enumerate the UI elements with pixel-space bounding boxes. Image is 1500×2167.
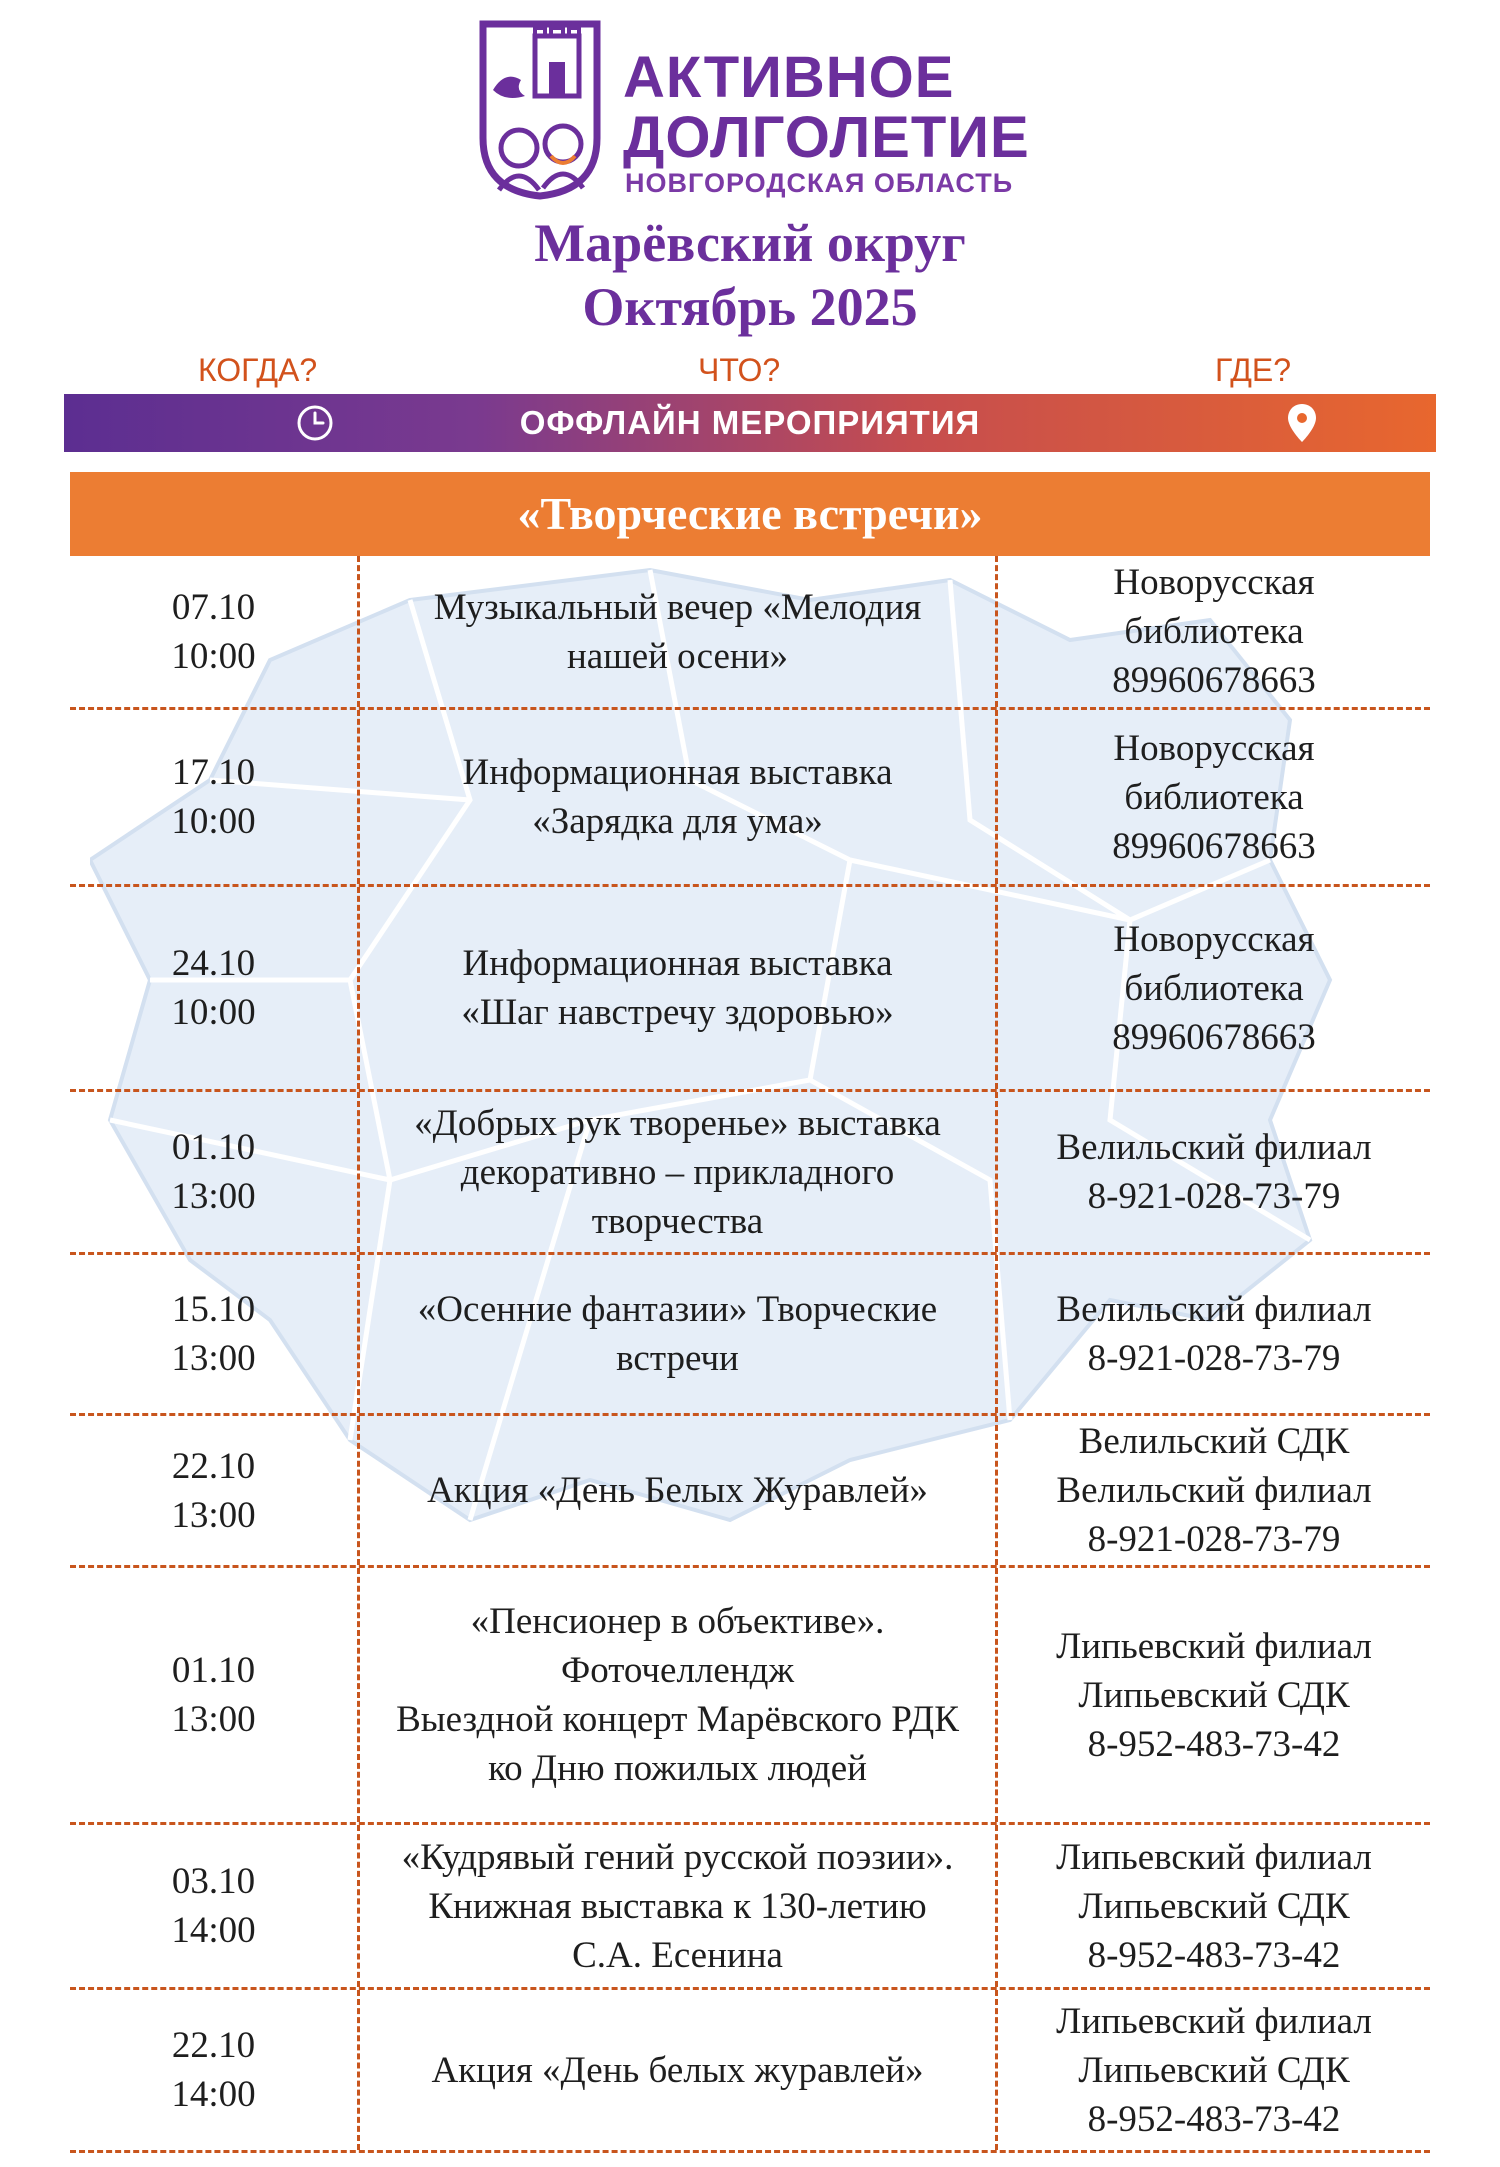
event-what-cell bbox=[360, 710, 998, 884]
event-date: 01.10 bbox=[171, 1650, 256, 1691]
event-time: 10:00 bbox=[171, 992, 256, 1033]
column-where-label: ГДЕ? bbox=[1215, 352, 1291, 388]
event-title-line: «Шаг навстречу здоровью» bbox=[461, 992, 894, 1033]
event-location-line: 8-952-483-73-42 bbox=[1087, 1723, 1341, 1765]
logo-text-region: НОВГОРОДСКАЯ ОБЛАСТЬ bbox=[625, 168, 1014, 198]
event-where-cell bbox=[998, 1825, 1430, 1987]
event-date: 07.10 bbox=[171, 586, 256, 628]
events-table bbox=[70, 556, 1430, 2153]
event-date: 17.10 bbox=[171, 752, 256, 793]
event-title-line: нашей осени» bbox=[566, 635, 788, 677]
event-title-line: Акция «День белых журавлей» bbox=[431, 2049, 924, 2091]
table-row bbox=[70, 1568, 1430, 1825]
event-date: 22.10 bbox=[171, 2025, 256, 2066]
event-what-cell bbox=[360, 1990, 998, 2150]
event-what-cell bbox=[360, 1092, 998, 1252]
event-when-cell bbox=[70, 1416, 360, 1565]
event-date: 03.10 bbox=[171, 1861, 256, 1902]
event-title-line: «Зарядка для ума» bbox=[532, 801, 823, 842]
event-where-cell bbox=[998, 1990, 1430, 2150]
event-title-line: декоративно – прикладного bbox=[460, 1151, 895, 1193]
event-date: 15.10 bbox=[171, 1289, 256, 1330]
event-title-line: «Осенние фантазии» Творческие bbox=[417, 1289, 938, 1330]
event-location-line: 8-952-483-73-42 bbox=[1087, 2098, 1341, 2140]
table-row bbox=[70, 556, 1430, 710]
event-time: 14:00 bbox=[171, 2074, 256, 2115]
event-title-line: творчества bbox=[591, 1200, 764, 1242]
event-location-line: 8-921-028-73-79 bbox=[1087, 1338, 1341, 1379]
event-title-line: встречи bbox=[616, 1338, 739, 1379]
event-location-line: Новорусская bbox=[1113, 562, 1315, 603]
event-when-cell bbox=[70, 1568, 360, 1822]
event-title-line: Акция «День Белых Журавлей» bbox=[427, 1470, 928, 1511]
event-where-cell bbox=[998, 1092, 1430, 1252]
event-location-line: Липьевский СДК bbox=[1078, 1885, 1350, 1927]
event-date: 22.10 bbox=[171, 1445, 256, 1487]
logo-emblem-icon bbox=[475, 20, 605, 200]
event-what-cell bbox=[360, 1568, 998, 1822]
event-title-line: С.А. Есенина bbox=[572, 1934, 783, 1976]
event-title-line: ко Дню пожилых людей bbox=[488, 1748, 867, 1789]
event-when-cell bbox=[70, 556, 360, 707]
event-time: 10:00 bbox=[171, 801, 256, 842]
event-location-line: Липьевский СДК bbox=[1078, 1674, 1350, 1716]
table-row bbox=[70, 1092, 1430, 1255]
event-when-cell bbox=[70, 710, 360, 884]
section-header: «Творческие встречи» bbox=[70, 472, 1430, 556]
event-title-line: Выездной концерт Марёвского РДК bbox=[396, 1699, 959, 1740]
logo bbox=[475, 20, 1035, 200]
location-pin-icon bbox=[1286, 402, 1318, 444]
event-where-cell bbox=[998, 887, 1430, 1089]
page-title: Марёвский округ bbox=[534, 213, 966, 273]
event-what-cell bbox=[360, 1825, 998, 1987]
event-location-line: Липьевский филиал bbox=[1056, 1836, 1372, 1878]
event-title-line: Книжная выставка к 130-летию bbox=[428, 1885, 927, 1927]
column-when-label: КОГДА? bbox=[198, 352, 318, 388]
event-time: 10:00 bbox=[171, 635, 256, 677]
event-where-cell bbox=[998, 556, 1430, 707]
event-title-line: Музыкальный вечер «Мелодия bbox=[433, 586, 922, 628]
event-location-line: библиотека bbox=[1124, 611, 1304, 652]
table-row bbox=[70, 1416, 1430, 1568]
event-title-line: «Кудрявый гений русской поэзии». bbox=[401, 1836, 954, 1878]
event-title-line: Информационная выставка bbox=[462, 752, 893, 793]
bar-label: ОФФЛАЙН МЕРОПРИЯТИЯ bbox=[519, 404, 981, 441]
event-location-line: Новорусская bbox=[1113, 918, 1315, 960]
event-location-line: 8-921-028-73-79 bbox=[1087, 1176, 1341, 1217]
event-time: 13:00 bbox=[171, 1699, 256, 1740]
event-what-cell bbox=[360, 1255, 998, 1413]
event-time: 13:00 bbox=[171, 1176, 256, 1217]
event-location-line: Липьевский филиал bbox=[1056, 2000, 1372, 2042]
table-row bbox=[70, 1990, 1430, 2153]
event-location-line: библиотека bbox=[1124, 967, 1304, 1009]
event-title-line: «Добрых рук творенье» выставка bbox=[414, 1102, 941, 1144]
event-title-line: «Пенсионер в объективе». bbox=[470, 1601, 885, 1642]
column-what-label: ЧТО? bbox=[698, 352, 781, 388]
event-location-line: 89960678663 bbox=[1112, 660, 1316, 701]
event-where-cell bbox=[998, 1416, 1430, 1565]
event-what-cell bbox=[360, 556, 998, 707]
event-location-line: Велильский филиал bbox=[1056, 1470, 1372, 1511]
event-time: 13:00 bbox=[171, 1494, 256, 1536]
event-time: 14:00 bbox=[171, 1910, 256, 1951]
event-what-cell bbox=[360, 1416, 998, 1565]
event-location-line: Велильский филиал bbox=[1056, 1289, 1372, 1330]
event-when-cell bbox=[70, 1990, 360, 2150]
event-when-cell bbox=[70, 1255, 360, 1413]
logo-text-line2: ДОЛГОЛЕТИЕ bbox=[623, 105, 1030, 170]
event-when-cell bbox=[70, 1092, 360, 1252]
event-location-line: Липьевский СДК bbox=[1078, 2049, 1350, 2091]
event-what-cell bbox=[360, 887, 998, 1089]
event-when-cell bbox=[70, 1825, 360, 1987]
page-subtitle: Октябрь 2025 bbox=[582, 277, 918, 337]
event-where-cell bbox=[998, 1568, 1430, 1822]
table-row bbox=[70, 710, 1430, 887]
event-title-line: Фоточеллендж bbox=[560, 1650, 795, 1691]
event-date: 24.10 bbox=[171, 943, 256, 984]
event-location-line: Липьевский филиал bbox=[1056, 1625, 1372, 1667]
event-location-line: Велильский филиал bbox=[1056, 1127, 1372, 1168]
event-where-cell bbox=[998, 1255, 1430, 1413]
table-row bbox=[70, 1255, 1430, 1416]
event-location-line: 89960678663 bbox=[1112, 1016, 1316, 1058]
event-location-line: 8-921-028-73-79 bbox=[1087, 1519, 1341, 1560]
event-date: 01.10 bbox=[171, 1127, 256, 1168]
event-when-cell bbox=[70, 887, 360, 1089]
event-location-line: Велильский СДК bbox=[1078, 1421, 1350, 1462]
event-where-cell bbox=[998, 710, 1430, 884]
logo-text-line1: АКТИВНОЕ bbox=[623, 45, 955, 110]
table-row bbox=[70, 1825, 1430, 1990]
table-row bbox=[70, 887, 1430, 1092]
event-title-line: Информационная выставка bbox=[462, 943, 893, 984]
event-location-line: 8-952-483-73-42 bbox=[1087, 1934, 1341, 1976]
event-location-line: библиотека bbox=[1124, 776, 1304, 818]
offline-events-bar bbox=[64, 394, 1436, 452]
event-location-line: Новорусская bbox=[1113, 727, 1315, 769]
event-time: 13:00 bbox=[171, 1338, 256, 1379]
event-location-line: 89960678663 bbox=[1112, 825, 1316, 867]
